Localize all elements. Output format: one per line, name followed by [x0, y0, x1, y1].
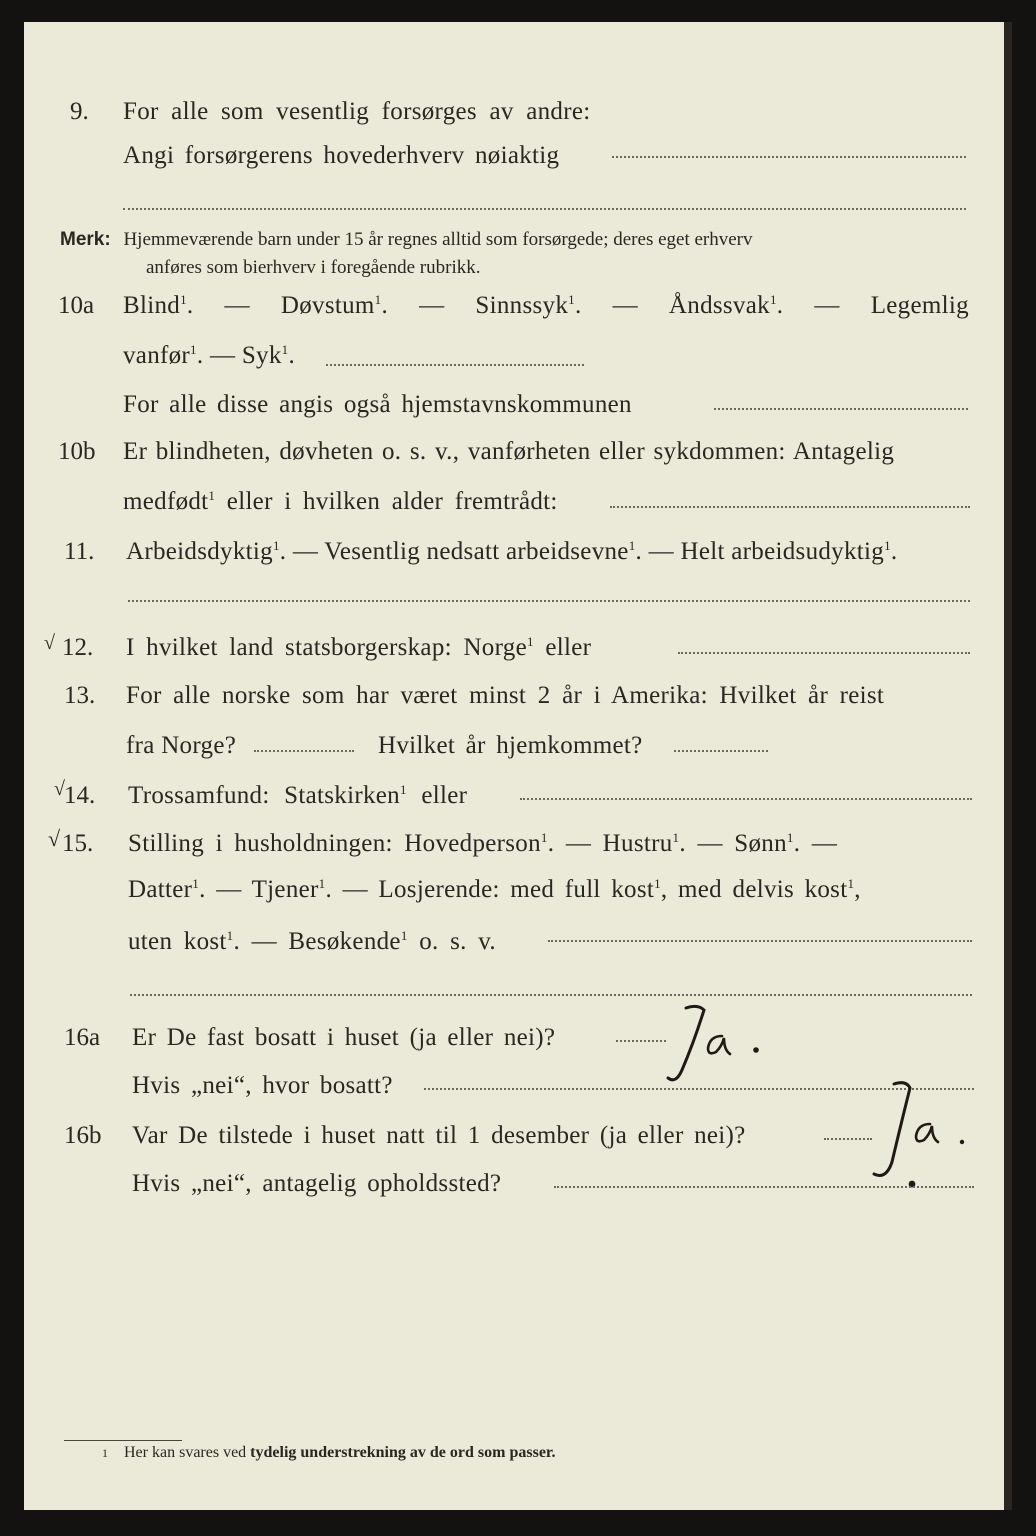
q10a-hjemstavn-line	[714, 408, 968, 410]
q15-hustru: . — Hustru	[547, 830, 673, 857]
q13-number: 13.	[64, 682, 96, 709]
q15-line3: uten kost$^1$. — Besøkende$^1$ o. s. v.	[128, 928, 496, 955]
q9-answer-line	[612, 156, 966, 158]
q14-statskirken: Statskirken	[284, 782, 400, 809]
q16a-answer-line	[616, 1040, 666, 1042]
q14-check: √	[54, 778, 65, 800]
q11-line: Arbeidsdyktig$^1$. — Vesentlig nedsatt arbeidsevne$^1$. — Helt arbeidsudyktig$^1$.	[126, 538, 898, 565]
q10b-medfodt: medfødt	[123, 488, 209, 515]
q10a-blind: Blind	[123, 292, 181, 319]
q10b-line2: medfødt$^1$ eller i hvilken alder fremtrådt:	[123, 488, 558, 515]
q16b-line2: Hvis „nei“, antagelig opholdssted?	[132, 1170, 502, 1197]
q10a-sinnssyk: Sinnssyk	[475, 292, 569, 319]
q15-delvis: , med delvis kost	[660, 876, 848, 903]
q10a-legemlig: Legemlig	[870, 292, 969, 319]
footnote-rule	[64, 1440, 182, 1441]
census-form-page	[24, 22, 1012, 1510]
q16b-handwritten-answer	[866, 1078, 976, 1193]
q11-udyktig: . — Helt arbeidsudyktig	[635, 538, 885, 565]
q12-check: √	[44, 632, 55, 654]
q10a-syk: Syk	[241, 342, 282, 369]
q15-check: √	[48, 826, 61, 851]
merk-line2: anføres som bierhverv i foregående rubrikk.	[146, 257, 481, 278]
q10b-line2-rest: eller i hvilken alder fremtrådt:	[226, 488, 558, 515]
q13-reist-line	[254, 750, 354, 752]
q10a-answer-line	[326, 364, 584, 366]
q15-number: 15.	[62, 830, 94, 857]
q15-besokende: . — Besøkende	[233, 928, 401, 955]
q12-text: I hvilket land statsborgerskap:	[126, 634, 452, 661]
q14-line: Trossamfund: Statskirken$^1$ eller	[128, 782, 468, 809]
q15-line1: Stilling i husholdningen: Hovedperson$^1$. — Hustru$^1$. — Sønn$^1$. —	[128, 830, 838, 857]
q13-hjemkommet-line	[674, 750, 768, 752]
q10a-line1: Blind$^1$. — Døvstum$^1$. — Sinnssyk$^1$. — Åndssvak$^1$. — Legemlig	[123, 292, 969, 319]
q15-hovedperson: Stilling i husholdningen: Hovedperson	[128, 830, 541, 857]
q15-answer-line-2	[130, 994, 972, 996]
q16a-number: 16a	[64, 1024, 101, 1051]
q12-line: I hvilket land statsborgerskap: Norge$^1$ eller	[126, 634, 592, 661]
q14-label: Trossamfund:	[128, 782, 270, 809]
q15-losjerende: . — Losjerende: med full kost	[325, 876, 655, 903]
q16a-line1: Er De fast bosatt i huset (ja eller nei)?	[132, 1024, 556, 1051]
q10a-line2: vanfør$^1$. — Syk$^1$.	[123, 342, 296, 369]
q14-number: 14.	[64, 782, 96, 809]
q9-line2: Angi forsørgerens hovederhverv nøiaktig	[123, 142, 560, 169]
merk-line1: Hjemmeværende barn under 15 år regnes alltid som forsørgede; deres eget erhverv	[123, 229, 753, 250]
q16a-ja-scribble	[664, 1002, 774, 1092]
q15-datter: Datter	[128, 876, 193, 903]
q9-answer-line-2	[123, 208, 966, 210]
q14-eller: eller	[421, 782, 468, 809]
q15-line2: Datter$^1$. — Tjener$^1$. — Losjerende: med full kost$^1$, med delvis kost$^1$,	[128, 876, 861, 903]
q10b-answer-line	[610, 506, 970, 508]
q12-number: 12.	[62, 634, 94, 661]
footnote-text: Her kan svares ved tydelig understrekning av de ord som passer.	[124, 1444, 556, 1461]
q16a-line2: Hvis „nei“, hvor bosatt?	[132, 1072, 393, 1099]
q13-fra-norge: fra Norge?	[126, 732, 237, 759]
q14-answer-line	[520, 798, 972, 800]
q16b-opholdssted-line	[554, 1186, 974, 1188]
q15-sonn: . — Sønn	[679, 830, 787, 857]
q9-line1: For alle som vesentlig forsørges av andre:	[123, 98, 591, 125]
q16b-line1: Var De tilstede i huset natt til 1 desember (ja eller nei)?	[132, 1122, 746, 1149]
q10a-dovstum: Døvstum	[280, 292, 375, 319]
q10b-number: 10b	[58, 438, 96, 465]
q13-line1: For alle norske som har været minst 2 år i Amerika: Hvilket år reist	[126, 682, 885, 709]
q16a-handwritten-answer	[664, 1002, 774, 1097]
q11-number: 11.	[64, 538, 95, 565]
q10a-number: 10a	[58, 292, 95, 319]
q11-nedsatt: . — Vesentlig nedsatt arbeidsevne	[279, 538, 629, 565]
q16b-answer-line	[824, 1138, 872, 1140]
q12-eller: eller	[545, 634, 592, 661]
q13-hjemkommet: Hvilket år hjemkommet?	[378, 732, 643, 759]
q9-number: 9.	[70, 98, 89, 125]
q15-answer-line	[548, 940, 972, 942]
q11-answer-line	[128, 600, 970, 602]
q12-norge: Norge	[463, 634, 527, 661]
q10a-vanfor: vanfør	[123, 342, 191, 369]
q10a-andssvak: Åndssvak	[668, 292, 770, 319]
q15-tjener: Tjener	[251, 876, 319, 903]
q10b-line1: Er blindheten, døvheten o. s. v., vanførheten eller sykdommen: Antagelig	[123, 438, 895, 465]
footnote-mark: 1	[102, 1446, 108, 1460]
merk-label: Merk:	[60, 229, 111, 250]
q12-answer-line	[678, 652, 970, 654]
q10a-line3: For alle disse angis også hjemstavnskommunen	[123, 391, 632, 418]
q15-uten-kost: uten kost	[128, 928, 227, 955]
merk-note	[60, 226, 980, 282]
q16b-ja-scribble	[866, 1078, 976, 1188]
q11-arbeidsdyktig: Arbeidsdyktig	[126, 538, 273, 565]
q16b-number: 16b	[64, 1122, 102, 1149]
